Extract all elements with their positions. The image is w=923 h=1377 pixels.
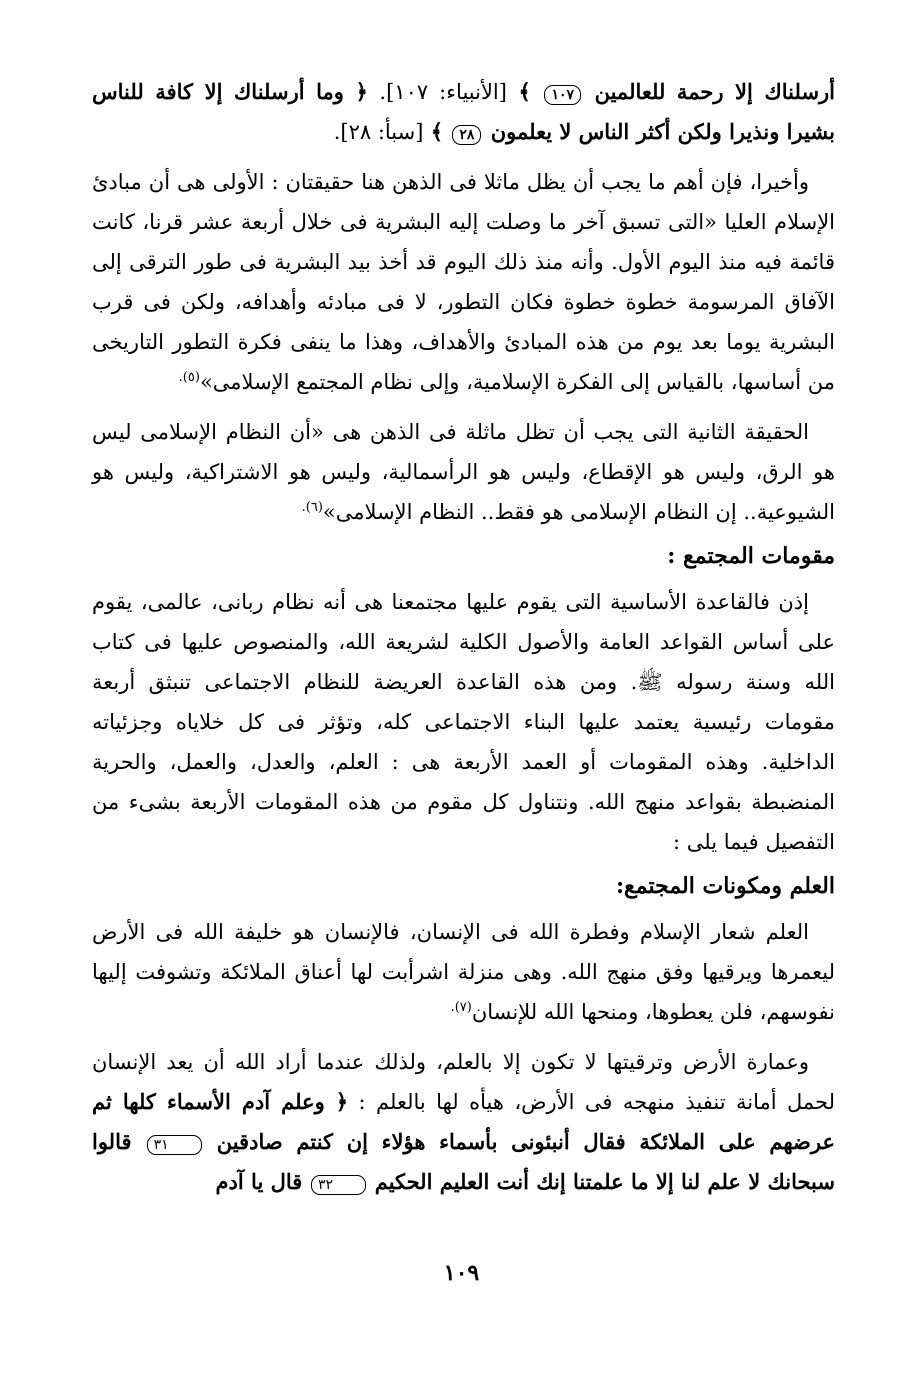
section-heading-society-pillars: مقومات المجتمع : xyxy=(667,543,835,569)
paragraph-second-truth xyxy=(92,412,835,532)
footnote-ref-7: (٧). xyxy=(450,1000,472,1015)
quran-verse-baqara-33-start: قال يا آدم xyxy=(215,1169,303,1194)
paragraph-building-earth xyxy=(92,1042,835,1202)
paragraph-text: وأخيرا، فإن أهم ما يجب أن يظل ماثلا فى الذهن هنا حقيقتان : الأولى هى أن مبادئ الإسلام العليا «التى تسبق آخر ما وصلت إليه البشرية فى خلال أربعة عشر قرنا، كانت قائمة فيه منذ اليوم الأول. وأنه منذ ذلك اليوم قد أخذ بيد البشرية فى طور الترقى إلى الآفاق المرسومة خطوة خطوة فكان التطور، لا فى مبادئه وأهدافه، ولكن فى قرب البشرية يوما بعد يوم من هذه المبادئ والأهداف، وهذا ما ينفى فكرة التطور التاريخى من أساسها، بالقياس إلى الفكرة الإسلامية، وإلى نظام المجتمع الإسلامى» xyxy=(92,170,835,394)
quran-reference-saba: [سبأ: ٢٨]. xyxy=(333,120,424,144)
footnote-ref-6: (٦). xyxy=(301,500,323,515)
paragraph-text: العلم شعار الإسلام وفطرة الله فى الإنسان، فالإنسان هو خليفة الله فى الأرض ليعمرها ويرقيها وفق منهج الله. وهى منزلة اشرأبت لها أعناق الملائكة وتشوفت إليها نفوسهم، فلن يعطوها، ومنحها الله للإنسان xyxy=(92,920,835,1024)
quran-reference-anbiya: [الأنبياء: ١٠٧]. xyxy=(379,80,507,104)
quran-verse-baqara-31: ﴿ وعلم آدم الأسماء كلها ثم عرضهم على الملائكة فقال أنبئونى بأسماء هؤلاء إن كنتم صادقين xyxy=(92,1089,835,1154)
paragraph-two-truths xyxy=(92,162,835,402)
paragraph-society-pillars: إذن فالقاعدة الأساسية التى يقوم عليها مجتمعنا هى أنه نظام ربانى، عالمى، يقوم على أساس القواعد العامة والأصول الكلية لشريعة الله، والمنصوص عليها فى كتاب الله وسنة رسوله ﷺ. ومن هذه القاعدة العريضة للنظام الاجتماعى تنبثق أربعة مقومات رئيسية يعتمد عليها البناء الاجتماعى كله، وتؤثر فى كل خلاياه وجزئياته الداخلية. وهذه المقومات أو العمد الأربعة هى : العلم، والعدل، والعمل، والحرية المنضبطة بقواعد منهج الله. ونتناول كل مقوم من هذه المقومات الأربعة بشىء من التفصيل فيما يلى : xyxy=(92,590,835,854)
ayah-number-107: ١٠٧ xyxy=(544,85,581,105)
ayah-number-31: ٣١ xyxy=(147,1135,202,1155)
paragraph-text: الحقيقة الثانية التى يجب أن تظل ماثلة فى الذهن هى «أن النظام الإسلامى ليس هو الرق، وليس هو الإقطاع، وليس هو الرأسمالية، وليس هو الاشتراكية، وليس هو الشيوعية.. إن النظام الإسلامى هو فقط.. النظام الإسلامى» xyxy=(92,420,835,524)
page-number: ١٠٩ xyxy=(443,1260,480,1286)
quran-verse-saba: وما أرسلناك إلا كافة للناس بشيرا ونذيرا ولكن أكثر الناس لا يعلمون xyxy=(92,79,835,144)
quran-verse-baqara-32: قالوا سبحانك لا علم لنا إلا ما علمتنا إنك أنت العليم الحكيم xyxy=(92,1129,835,1194)
section-heading-knowledge: العلم ومكونات المجتمع: xyxy=(615,873,835,899)
quran-verse-anbiya: أرسلناك إلا رحمة للعالمين xyxy=(594,79,836,104)
ayah-number-32: ٣٢ xyxy=(311,1175,366,1195)
quran-quote-paragraph: أرسلناك إلا رحمة للعالمين ١٠٧ ﴾ [الأنبياء: ١٠٧]. ﴿ وما أرسلناك إلا كافة للناس بشيرا ونذيرا ولكن أكثر الناس لا يعلمون ٢٨ ﴾ [سبأ: ٢٨]. xyxy=(92,79,836,144)
paragraph-knowledge xyxy=(92,912,835,1032)
ayah-number-28: ٢٨ xyxy=(452,125,481,145)
footnote-ref-5: (٥). xyxy=(178,370,200,385)
paragraph-text: وعمارة الأرض وترقيتها لا تكون إلا بالعلم، ولذلك عندما أراد الله أن يعد الإنسان لحمل أمانة تنفيذ منهجه فى الأرض، هيأه لها بالعلم : xyxy=(92,1050,835,1114)
